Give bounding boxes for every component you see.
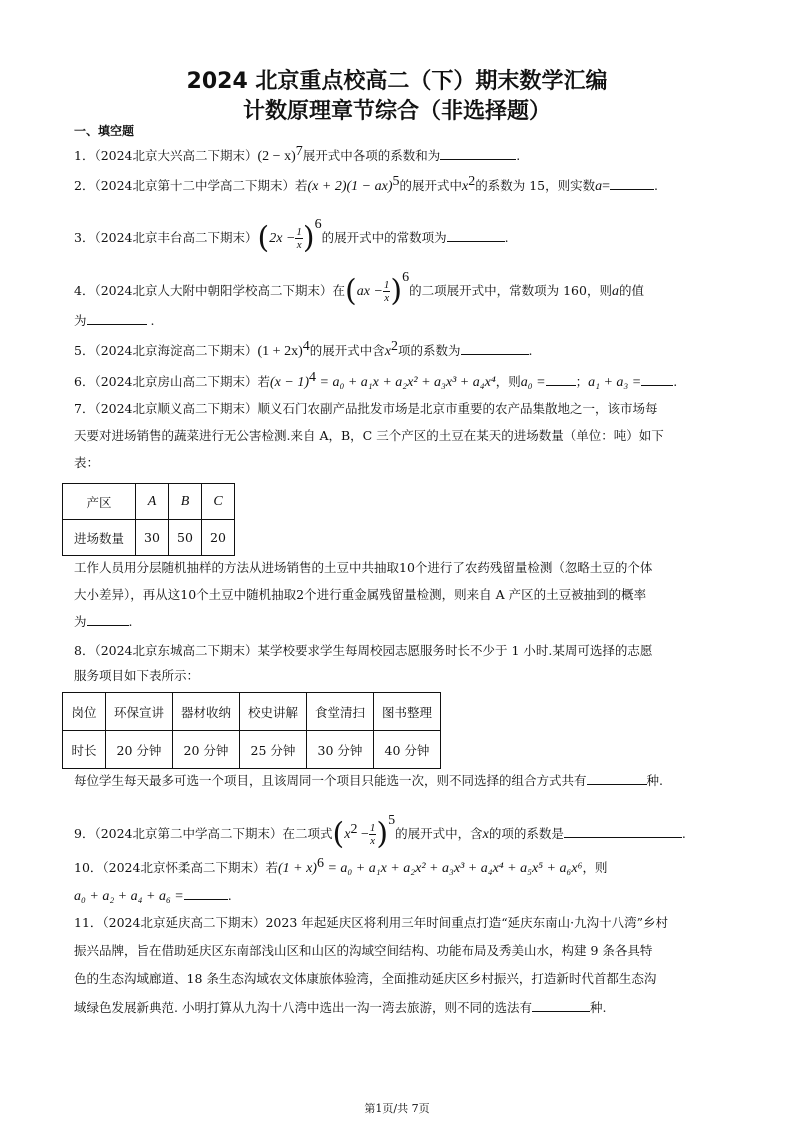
question-9: 9．（2024北京第二中学高二下期末）在二项式($x^2$ − $\frac{1}{x}$ )$^5$的展开式中，含x的项的系数是 .: [74, 813, 686, 852]
page-footer: 第1页/共 7页: [364, 1102, 430, 1115]
question-10-line-2: a₀ + a₂ + a₄ + a₆ = .: [74, 888, 232, 904]
question-7-line-2: 天要对进场销售的蔬菜进行无公害检测.来自 A，B，C 三个产区的土豆在某天的进场数量（单位：吨）如下: [74, 428, 664, 443]
table-row: 产区 A B C: [63, 484, 235, 520]
title-line-2: 计数原理章节综合（非选择题）: [242, 99, 551, 124]
answer-blank: [610, 177, 654, 190]
answer-blank: [546, 373, 576, 386]
answer-blank: [87, 312, 147, 325]
question-11-line-3: 色的生态沟域廊道、18 条生态沟域农文体康旅体验湾，全面推动延庆区乡村振兴，打造新时代首都生态沟: [74, 971, 657, 986]
title-line-1: 2024 北京重点校高二（下）期末数学汇编: [186, 69, 608, 94]
answer-blank: [641, 373, 673, 386]
answer-blank: [532, 999, 590, 1012]
question-7-line-5: 大小差异），再从这10个土豆中随机抽取2个进行重金属残留量检测，则来自 A 产区的土豆被抽到的概率: [74, 587, 647, 602]
q7-table: [62, 483, 235, 556]
question-6: 6．（2024北京房山高二下期末）若$(x - 1)^4 = a_0 + a_1x + a_2x^2 + a_3x^3 + a_4x^4$，则a₀ = ；a₁ + a₃ = .: [74, 370, 678, 391]
question-5: 5．（2024北京海淀高二下期末）$(1 + 2x)^4$的展开式中含$x^2$项的系数为 .: [74, 339, 533, 360]
section-heading: 一、填空题: [74, 124, 135, 138]
answer-blank: [440, 147, 516, 160]
table-row: 进场数量 30 50 20: [63, 520, 235, 556]
table-row: 时长 20 分钟 20 分钟 25 分钟 30 分钟 40 分钟: [63, 731, 441, 769]
question-10: 10．（2024北京怀柔高二下期末）若$(1 + x)^6 = a_0 + a_1x + a_2x^2 + a_3x^3 + a_4x^4 + a_5x^5 + a_6x^6$，则: [74, 856, 608, 877]
question-11-line-2: 振兴品牌，旨在借助延庆区东南部浅山区和山区的沟域空间结构、功能布局及秀美山水，构建 9 条各具特: [74, 943, 653, 958]
question-7: 7．（2024北京顺义高二下期末）顺义石门农副产品批发市场是北京市重要的农产品集散地之一，该市场每: [74, 401, 658, 416]
question-11-line-4: 域绿色发展新典范. 小明打算从九沟十八湾中选出一沟一湾去旅游，则不同的选法有 种.: [74, 1000, 607, 1015]
answer-blank: [461, 342, 529, 355]
answer-blank: [447, 229, 505, 242]
question-2: 2．（2024北京第十二中学高二下期末）若(x + 2)(1 − ax)$^5$的展开式中$x^2$的系数为 15，则实数a= .: [74, 174, 659, 195]
table-row: 岗位 环保宣讲 器材收纳 校史讲解 食堂清扫 图书整理: [63, 693, 441, 731]
question-8-line-3: 每位学生每天最多可选一个项目，且该周同一个项目只能选一次，则不同选择的组合方式共有 种.: [74, 773, 663, 788]
question-7-line-3: 表：: [74, 455, 100, 470]
question-8-line-2: 服务项目如下表所示：: [74, 668, 200, 683]
question-4-cont: 为 .: [74, 313, 155, 328]
question-8: 8．（2024北京东城高二下期末）某学校要求学生每周校园志愿服务时长不少于 1 小时.某周可选择的志愿: [74, 643, 653, 658]
answer-blank: [184, 887, 228, 900]
question-11: 11．（2024北京延庆高二下期末）2023 年起延庆区将利用三年时间重点打造“延庆东南山·九沟十八湾”乡村: [74, 915, 669, 930]
question-1: 1．（2024北京大兴高二下期末）$(2 - x)^7$展开式中各项的系数和为 .: [74, 144, 521, 165]
question-4: 4．（2024北京人大附中朝阳学校高二下期末）在(ax − $\frac{1}{x}$ )$^6$的二项展开式中，常数项为 160，则a的值: [74, 270, 644, 309]
answer-blank: [564, 825, 682, 838]
question-3: 3．（2024北京丰台高二下期末）(2x − $\frac{1}{x}$ )$^6$的展开式中的常数项为 .: [74, 217, 509, 256]
question-7-line-4: 工作人员用分层随机抽样的方法从进场销售的土豆中共抽取10个进行了农药残留量检测（忽略土豆的个体: [74, 560, 653, 575]
q8-table: [62, 692, 441, 769]
answer-blank: [87, 613, 129, 626]
question-7-line-6: 为 .: [74, 614, 133, 629]
answer-blank: [587, 772, 647, 785]
